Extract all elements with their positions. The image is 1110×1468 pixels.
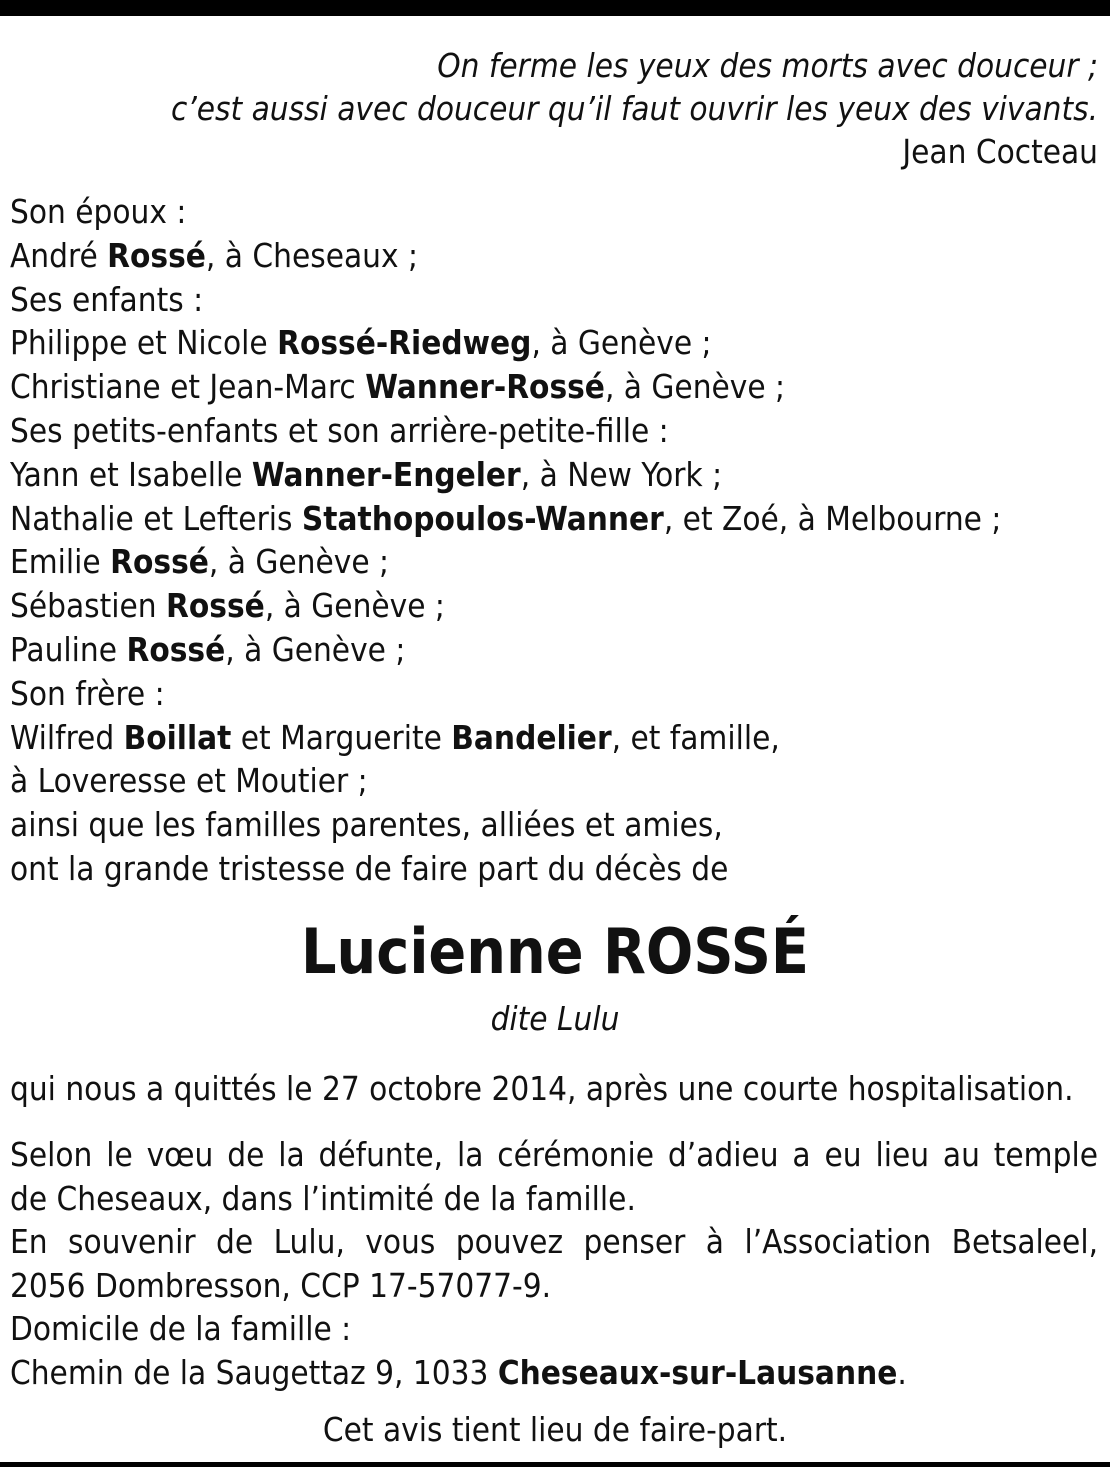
grandchild-entry: Sébastien Rossé, à Genève ; xyxy=(10,586,445,626)
grandchild-entry: Yann et Isabelle Wanner-Engeler, à New York ; xyxy=(10,454,723,494)
top-rule xyxy=(0,0,1110,16)
quote-line-1: On ferme les yeux des morts avec douceur ; xyxy=(437,46,1098,85)
domicile-heading: Domicile de la famille : xyxy=(10,1309,352,1348)
epigraph-quote xyxy=(18,44,1098,173)
spouse-heading: Son époux : xyxy=(10,192,187,231)
family-list xyxy=(10,190,1100,891)
memorial-line-2: 2056 Dombresson, CCP 17-57077-9. xyxy=(10,1265,552,1305)
footer-note: Cet avis tient lieu de faire-part. xyxy=(322,1410,788,1449)
deceased-nickname: dite Lulu xyxy=(490,999,620,1038)
child-entry: Philippe et Nicole Rossé-Riedweg, à Genève ; xyxy=(10,323,712,363)
memorial-line-1: En souvenir de Lulu, vous pouvez penser à l’Association Betsaleel, xyxy=(10,1222,1098,1261)
closing-line-1: ainsi que les familles parentes, alliées et amies, xyxy=(10,805,723,845)
children-heading: Ses enfants : xyxy=(10,279,204,319)
brother-heading: Son frère : xyxy=(10,673,165,713)
ceremony-line-2: de Cheseaux, dans l’intimité de la famille. xyxy=(10,1178,636,1218)
closing-line-2: ont la grande tristesse de faire part du décès de xyxy=(10,848,729,888)
quote-author: Jean Cocteau xyxy=(902,132,1098,171)
deceased-name: Lucienne ROSSÉ xyxy=(301,915,809,988)
quote-line-2: c’est aussi avec douceur qu’il faut ouvrir les yeux des vivants. xyxy=(171,89,1098,128)
ceremony-line-1: Selon le vœu de la défunte, la cérémonie d’adieu a eu lieu au temple xyxy=(10,1135,1098,1174)
domicile-address: Chemin de la Saugettaz 9, 1033 Cheseaux-sur-Lausanne. xyxy=(10,1352,907,1392)
grandchildren-heading: Ses petits-enfants et son arrière-petite-fille : xyxy=(10,410,669,450)
brother-location: à Loveresse et Moutier ; xyxy=(10,761,368,801)
death-notice: qui nous a quittés le 27 octobre 2014, après une courte hospitalisation. xyxy=(10,1069,1074,1108)
grandchild-entry: Pauline Rossé, à Genève ; xyxy=(10,629,406,669)
brother-entry: Wilfred Boillat et Marguerite Bandelier, et famille, xyxy=(10,717,780,757)
grandchild-entry: Nathalie et Lefteris Stathopoulos-Wanner, et Zoé, à Melbourne ; xyxy=(10,498,1002,538)
child-entry: Christiane et Jean-Marc Wanner-Rossé, à Genève ; xyxy=(10,367,786,407)
grandchild-entry: Emilie Rossé, à Genève ; xyxy=(10,542,390,582)
ceremony-paragraph xyxy=(10,1133,1098,1394)
bottom-rule xyxy=(0,1462,1110,1467)
spouse-entry: André Rossé, à Cheseaux ; xyxy=(10,235,418,275)
